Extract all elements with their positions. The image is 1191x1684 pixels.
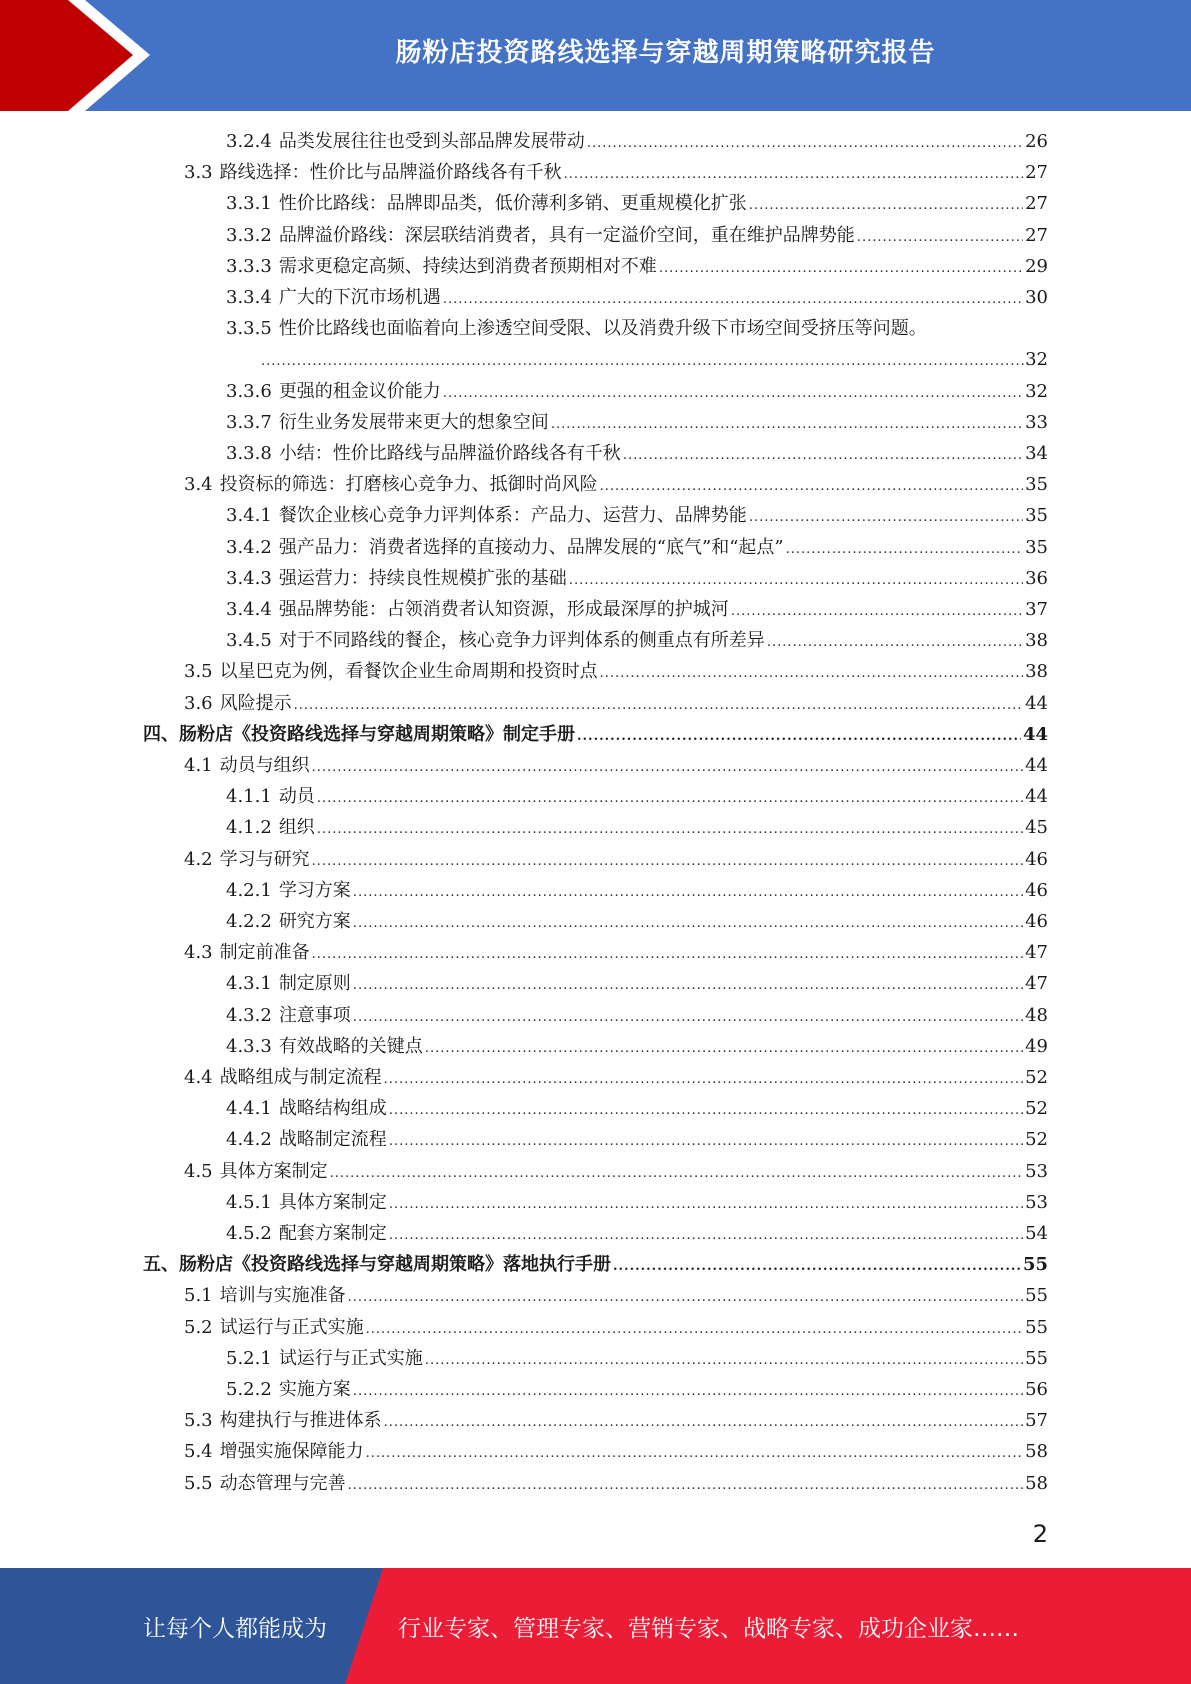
toc-entry-page: 52	[1025, 1067, 1048, 1088]
toc-entry-page: 33	[1025, 412, 1048, 433]
toc-leader-dots	[366, 1438, 1023, 1466]
toc-entry-number: 4.3.2	[226, 1005, 272, 1026]
toc-entry[interactable]	[226, 378, 1048, 406]
toc-leader-dots	[767, 627, 1023, 655]
toc-entry-number: 3.3	[184, 162, 213, 183]
toc-entry-page: 46	[1025, 880, 1048, 901]
toc-entry[interactable]	[226, 565, 1048, 593]
toc-leader-dots	[348, 1470, 1023, 1498]
toc-leader-dots	[384, 1407, 1023, 1435]
toc-entry-title: 性价比路线：品牌即品类，低价薄利多销、更重规模化扩张	[278, 193, 747, 214]
toc-entry-page: 26	[1025, 131, 1048, 152]
toc-entry-title: 配套方案制定	[278, 1223, 387, 1244]
toc-entry-title: 组织	[278, 817, 315, 838]
toc-entry-title: 强运营力：持续良性规模扩张的基础	[278, 568, 567, 589]
toc-entry-page: 49	[1025, 1036, 1048, 1057]
toc-leader-dots	[564, 159, 1023, 187]
toc-leader-dots	[569, 565, 1023, 593]
toc-leader-dots	[312, 752, 1023, 780]
toc-entry-title: 培训与实施准备	[219, 1285, 346, 1306]
toc-entry[interactable]	[226, 440, 1048, 468]
toc-entry-page: 52	[1025, 1129, 1048, 1150]
toc-entry[interactable]	[226, 877, 1048, 905]
toc-entry-page: 57	[1025, 1410, 1048, 1431]
toc-entry-title: 构建执行与推进体系	[219, 1410, 382, 1431]
toc-entry[interactable]	[184, 471, 1048, 499]
report-title: 肠粉店投资路线选择与穿越周期策略研究报告	[395, 37, 936, 68]
toc-entry-page: 58	[1025, 1473, 1048, 1494]
toc-entry[interactable]	[226, 1033, 1048, 1061]
toc-leader-dots	[317, 783, 1023, 811]
toc-leader-dots	[366, 1314, 1023, 1342]
page-header	[0, 0, 1191, 111]
toc-leader-dots	[312, 846, 1023, 874]
toc-leader-dots	[443, 284, 1023, 312]
toc-leader-dots	[551, 409, 1023, 437]
toc-entry-page: 44	[1025, 755, 1048, 776]
toc-leader-dots	[353, 1002, 1023, 1030]
toc-leader-dots	[389, 1220, 1023, 1248]
toc-entry[interactable]	[184, 690, 1048, 718]
toc-entry-number: 3.3.5	[226, 318, 272, 339]
toc-entry-number: 3.4.4	[226, 599, 272, 620]
toc-entry-title: 对于不同路线的餐企，核心竞争力评判体系的侧重点有所差异	[278, 630, 765, 651]
toc-entry-page: 55	[1025, 1285, 1048, 1306]
toc-entry-title: 品牌溢价路线：深层联结消费者，具有一定溢价空间，重在维护品牌势能	[278, 225, 855, 246]
toc-entry-number: 4.2	[184, 849, 213, 870]
toc-entry-number: 3.4.5	[226, 630, 272, 651]
toc-entry[interactable]	[184, 1158, 1048, 1186]
toc-entry-number: 3.3.1	[226, 193, 272, 214]
toc-entry-title: 制定前准备	[219, 942, 310, 963]
toc-entry-number: 5.2.1	[226, 1348, 272, 1369]
toc-entry-number: 5.5	[184, 1473, 213, 1494]
toc-entry[interactable]	[226, 128, 1048, 156]
toc-entry[interactable]	[184, 752, 1048, 780]
toc-leader-dots	[600, 471, 1023, 499]
toc-leader-dots	[330, 1158, 1023, 1186]
toc-leader-dots	[389, 1095, 1023, 1123]
toc-entry-title: 风险提示	[219, 693, 292, 714]
toc-entry-page: 53	[1025, 1192, 1048, 1213]
toc-entry[interactable]	[184, 939, 1048, 967]
toc-entry[interactable]	[184, 1314, 1048, 1342]
toc-entry-title: 动态管理与完善	[219, 1473, 346, 1494]
toc-leader-dots	[749, 502, 1023, 530]
toc-leader-dots	[749, 190, 1023, 218]
toc-entry-page: 56	[1025, 1379, 1048, 1400]
toc-entry-title: 路线选择：性价比与品牌溢价路线各有千秋	[219, 162, 562, 183]
toc-entry-page: 52	[1025, 1098, 1048, 1119]
toc-entry-page: 54	[1025, 1223, 1048, 1244]
toc-entry-title: 动员与组织	[219, 755, 310, 776]
toc-entry-title: 试运行与正式实施	[278, 1348, 423, 1369]
toc-leader-dots	[353, 908, 1023, 936]
toc-entry[interactable]	[226, 1220, 1048, 1248]
page-number: 2	[1032, 1520, 1048, 1548]
toc-entry-page: 35	[1025, 537, 1048, 558]
toc-entry[interactable]	[226, 1345, 1048, 1373]
toc-entry-number: 4.2.1	[226, 880, 272, 901]
toc-leader-dots	[425, 1033, 1023, 1061]
toc-entry[interactable]	[184, 658, 1048, 686]
toc-entry-page: 38	[1025, 630, 1048, 651]
toc-entry-page: 55	[1022, 1254, 1048, 1275]
toc-entry-title: 以星巴克为例，看餐饮企业生命周期和投资时点	[219, 661, 598, 682]
toc-entry-number: 3.4.2	[226, 537, 272, 558]
toc-entry-title: 学习与研究	[219, 849, 310, 870]
toc-entry-title: 性价比路线也面临着向上渗透空间受限、以及消费升级下市场空间受挤压等问题。	[278, 318, 927, 339]
toc-entry[interactable]	[226, 1126, 1048, 1154]
toc-entry-title: 研究方案	[278, 911, 351, 932]
toc-leader-dots	[317, 814, 1023, 842]
toc-entry-number: 3.4	[184, 474, 213, 495]
toc-entry-page: 27	[1025, 225, 1048, 246]
toc-entry-number: 4.5.1	[226, 1192, 272, 1213]
toc-entry-title: 衍生业务发展带来更大的想象空间	[278, 412, 549, 433]
toc-entry-page: 29	[1025, 256, 1048, 277]
toc-entry-page: 47	[1025, 973, 1048, 994]
toc-entry[interactable]	[226, 1002, 1048, 1030]
toc-entry-number: 5.4	[184, 1441, 213, 1462]
toc-entry[interactable]	[184, 1064, 1048, 1092]
toc-leader-dots	[312, 939, 1023, 967]
toc-entry-title: 肠粉店《投资路线选择与穿越周期策略》制定手册	[179, 724, 575, 745]
toc-entry-title: 增强实施保障能力	[219, 1441, 364, 1462]
toc-entry-page: 35	[1025, 505, 1048, 526]
toc-entry[interactable]	[226, 190, 1048, 218]
toc-leader-dots	[353, 970, 1023, 998]
toc-entry-number: 4.4.2	[226, 1129, 272, 1150]
toc-entry-title: 战略制定流程	[278, 1129, 387, 1150]
toc-entry-page: 44	[1025, 786, 1048, 807]
toc-entry-page: 48	[1025, 1005, 1048, 1026]
toc-entry-number: 3.4.3	[226, 568, 272, 589]
toc-leader-dots	[389, 1189, 1023, 1217]
toc-entry[interactable]	[226, 1376, 1048, 1404]
toc-entry-page: 27	[1025, 193, 1048, 214]
toc-entry[interactable]	[226, 534, 1048, 562]
toc-entry-title: 强产品力：消费者选择的直接动力、品牌发展的“底气”和“起点”	[278, 537, 784, 558]
toc-entry-number: 5.2.2	[226, 1379, 272, 1400]
toc-entry[interactable]	[184, 1470, 1048, 1498]
toc-entry[interactable]	[226, 627, 1048, 655]
toc-entry[interactable]	[143, 1251, 1048, 1279]
toc-entry-page: 36	[1025, 568, 1048, 589]
toc-entry-title: 有效战略的关键点	[278, 1036, 423, 1057]
toc-entry-number: 3.3.2	[226, 225, 272, 246]
toc-entry-number: 4.5	[184, 1161, 213, 1182]
toc-entry-number: 4.1	[184, 755, 213, 776]
toc-leader-dots	[353, 1376, 1023, 1404]
toc-entry-title: 肠粉店《投资路线选择与穿越周期策略》落地执行手册	[179, 1254, 611, 1275]
toc-entry-number: 3.3.3	[226, 256, 272, 277]
toc-entry-number: 5.1	[184, 1285, 213, 1306]
toc-entry-number: 四、	[143, 724, 179, 745]
toc-entry-number: 5.3	[184, 1410, 213, 1431]
toc-entry-title: 学习方案	[278, 880, 351, 901]
toc-entry-number: 3.6	[184, 693, 213, 714]
footer-slogan-left: 让每个人都能成为	[143, 1615, 327, 1642]
toc-leader-dots	[443, 378, 1023, 406]
toc-entry-number: 4.2.2	[226, 911, 272, 932]
toc-entry-number: 5.2	[184, 1317, 213, 1338]
toc-entry[interactable]	[226, 908, 1048, 936]
toc-entry-page: 34	[1025, 443, 1048, 464]
toc-leader-dots	[353, 877, 1023, 905]
toc-entry-title: 实施方案	[278, 1379, 351, 1400]
toc-entry-number: 3.3.6	[226, 381, 272, 402]
toc-entry[interactable]	[184, 1438, 1048, 1466]
toc-entry[interactable]	[226, 315, 1048, 343]
toc-entry[interactable]	[226, 596, 1048, 624]
toc-entry-page: 35	[1025, 474, 1048, 495]
toc-leader-dots	[577, 721, 1021, 749]
toc-entry-number: 五、	[143, 1254, 179, 1275]
page-footer	[0, 1568, 1191, 1684]
toc-entry-continuation[interactable]	[261, 346, 1048, 374]
toc-leader-dots	[587, 128, 1023, 156]
toc-entry-title: 广大的下沉市场机遇	[278, 287, 441, 308]
toc-entry-number: 3.4.1	[226, 505, 272, 526]
toc-entry-page: 38	[1025, 661, 1048, 682]
toc-entry-number: 4.3.3	[226, 1036, 272, 1057]
toc-entry-page: 46	[1025, 911, 1048, 932]
toc-entry-number: 3.2.4	[226, 131, 272, 152]
toc-entry-page: 55	[1025, 1317, 1048, 1338]
toc-leader-dots	[425, 1345, 1023, 1373]
toc-entry-number: 4.4.1	[226, 1098, 272, 1119]
toc-leader-dots	[623, 440, 1023, 468]
toc-entry-page: 37	[1025, 599, 1048, 620]
toc-entry[interactable]	[226, 814, 1048, 842]
toc-entry-page: 53	[1025, 1161, 1048, 1182]
toc-entry-title: 战略组成与制定流程	[219, 1067, 382, 1088]
toc-entry-number: 4.1.1	[226, 786, 272, 807]
toc-entry[interactable]	[143, 721, 1048, 749]
toc-entry-page: 32	[1025, 381, 1048, 402]
toc-leader-dots	[384, 1064, 1023, 1092]
toc-entry[interactable]	[184, 846, 1048, 874]
toc-entry-page: 47	[1025, 942, 1048, 963]
toc-entry-page: 45	[1025, 817, 1048, 838]
toc-entry-page: 44	[1022, 724, 1048, 745]
toc-entry-page: 30	[1025, 287, 1048, 308]
toc-entry-title: 注意事项	[278, 1005, 351, 1026]
toc-entry-title: 需求更稳定高频、持续达到消费者预期相对不难	[278, 256, 657, 277]
toc-leader-dots	[786, 534, 1023, 562]
toc-entry-number: 3.3.8	[226, 443, 272, 464]
toc-entry-title: 具体方案制定	[219, 1161, 328, 1182]
toc-entry[interactable]	[184, 1282, 1048, 1310]
toc-leader-dots	[659, 253, 1023, 281]
toc-entry-title: 品类发展往往也受到头部品牌发展带动	[278, 131, 585, 152]
toc-leader-dots	[613, 1251, 1021, 1279]
toc-entry[interactable]	[226, 1189, 1048, 1217]
toc-entry-number: 4.3	[184, 942, 213, 963]
toc-entry-page: 55	[1025, 1348, 1048, 1369]
toc-leader-dots	[261, 346, 1025, 374]
toc-entry-page: 27	[1025, 162, 1048, 183]
toc-entry[interactable]	[226, 970, 1048, 998]
toc-entry-number: 3.5	[184, 661, 213, 682]
toc-entry-title: 更强的租金议价能力	[278, 381, 441, 402]
toc-entry-page: 32	[1025, 349, 1048, 370]
toc-leader-dots	[294, 690, 1023, 718]
toc-entry-number: 3.3.7	[226, 412, 272, 433]
toc-entry-title: 战略结构组成	[278, 1098, 387, 1119]
footer-slogan-right: 行业专家、管理专家、营销专家、战略专家、成功企业家……	[398, 1615, 1019, 1642]
toc-entry[interactable]	[226, 222, 1048, 250]
toc-entry-title: 制定原则	[278, 973, 351, 994]
toc-entry-title: 具体方案制定	[278, 1192, 387, 1213]
toc-entry-page: 58	[1025, 1441, 1048, 1462]
toc-entry-number: 4.1.2	[226, 817, 272, 838]
toc-entry[interactable]	[226, 783, 1048, 811]
toc-entry[interactable]	[226, 409, 1048, 437]
toc-leader-dots	[857, 222, 1023, 250]
toc-entry-title: 试运行与正式实施	[219, 1317, 364, 1338]
toc-entry-number: 4.3.1	[226, 973, 272, 994]
toc-leader-dots	[389, 1126, 1023, 1154]
toc-entry-title: 动员	[278, 786, 315, 807]
toc-entry[interactable]	[226, 502, 1048, 530]
toc-leader-dots	[731, 596, 1023, 624]
toc-entry[interactable]	[226, 253, 1048, 281]
toc-entry[interactable]	[226, 284, 1048, 312]
toc-entry-title: 小结：性价比路线与品牌溢价路线各有千秋	[278, 443, 621, 464]
toc-entry-title: 投资标的筛选：打磨核心竞争力、抵御时尚风险	[219, 474, 598, 495]
toc-entry[interactable]	[184, 1407, 1048, 1435]
toc-entry-title: 强品牌势能：占领消费者认知资源，形成最深厚的护城河	[278, 599, 729, 620]
toc-leader-dots	[600, 658, 1023, 686]
toc-entry-number: 3.3.4	[226, 287, 272, 308]
toc-entry[interactable]	[184, 159, 1048, 187]
toc-entry[interactable]	[226, 1095, 1048, 1123]
toc-entry-number: 4.4	[184, 1067, 213, 1088]
toc-entry-number: 4.5.2	[226, 1223, 272, 1244]
toc-leader-dots	[348, 1282, 1023, 1310]
toc-entry-page: 44	[1025, 693, 1048, 714]
toc-entry-title: 餐饮企业核心竞争力评判体系：产品力、运营力、品牌势能	[278, 505, 747, 526]
toc-entry-page: 46	[1025, 849, 1048, 870]
